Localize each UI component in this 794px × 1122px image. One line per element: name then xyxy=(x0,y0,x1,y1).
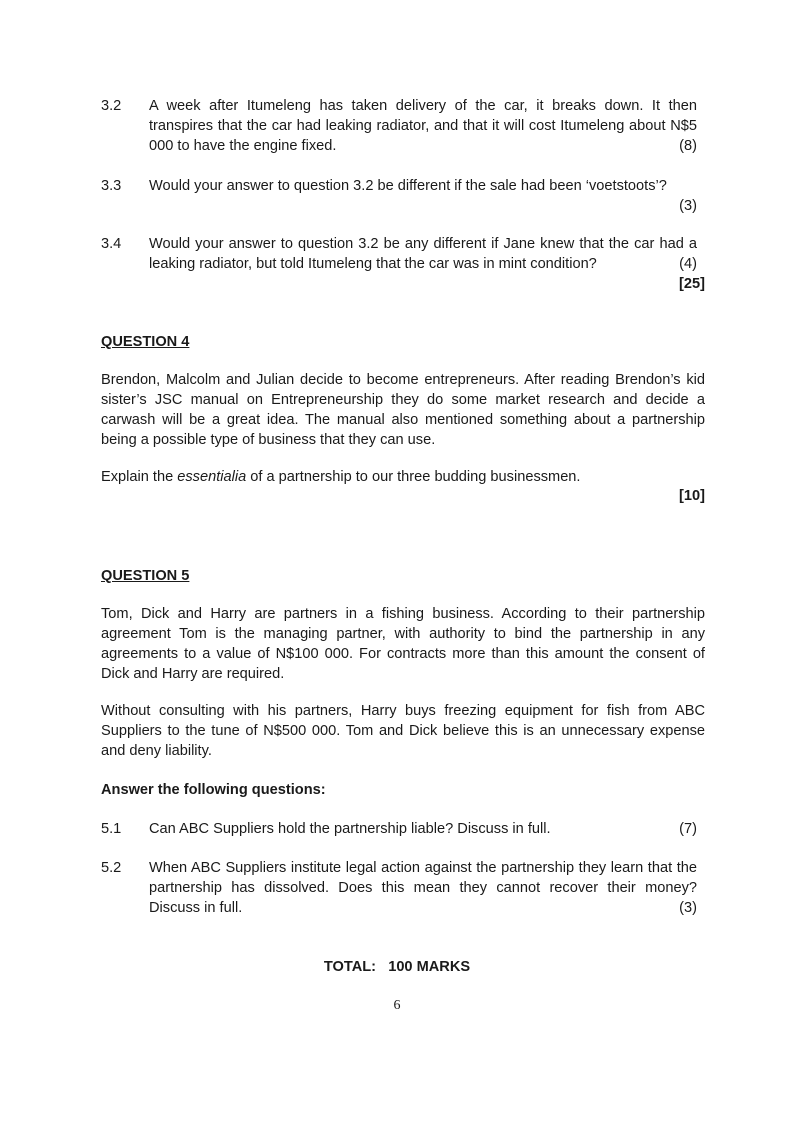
question-3-2 xyxy=(101,96,705,156)
question-number: 5.1 xyxy=(101,821,122,837)
question-body: Would your answer to question 3.2 be any different if Jane knew that the car had a leaking radiator, but told Itumeleng that the car was in mint condition? xyxy=(149,236,697,272)
instruction-text: of a partnership to our three budding businessmen. xyxy=(246,469,581,485)
question-5-heading: QUESTION 5 xyxy=(101,568,190,584)
question-5-2 xyxy=(101,858,705,918)
question-body: Would your answer to question 3.2 be different if the sale had been ‘voetstoots’? xyxy=(149,178,667,194)
question-text xyxy=(149,96,697,156)
question-text xyxy=(149,234,697,274)
question-5-paragraph-1: Tom, Dick and Harry are partners in a fishing business. According to their partnership agreement Tom is the managing partner, with authority to bind the partnership in any agreements to a value of N$100 000. For contracts more than this amount the consent of Dick and Harry are required. xyxy=(101,606,705,682)
question-text xyxy=(149,819,697,839)
question-3-3 xyxy=(101,176,705,216)
question-5-paragraph-2: Without consulting with his partners, Harry buys freezing equipment for fish from ABC Suppliers to the tune of N$500 000. Tom and Dick believe this is an unnecessary expense and deny liability. xyxy=(101,703,705,759)
question-marks: (3) xyxy=(679,198,697,214)
question-4-instruction xyxy=(101,467,705,487)
total-label: TOTAL: xyxy=(323,959,377,975)
question-body: When ABC Suppliers institute legal action against the partnership they learn that the partnership has dissolved. Does this mean they cannot recover their money? Discuss in full. xyxy=(149,860,697,916)
question-5-1 xyxy=(101,819,705,839)
instruction-text: Explain the xyxy=(101,469,178,485)
question-3-4 xyxy=(101,234,705,294)
question-body: Can ABC Suppliers hold the partnership liable? Discuss in full. xyxy=(149,821,551,837)
question-4-heading: QUESTION 4 xyxy=(101,334,190,350)
exam-total xyxy=(0,957,794,977)
question-number: 3.2 xyxy=(101,98,122,114)
question-marks: (8) xyxy=(679,138,697,154)
question-body: A week after Itumeleng has taken delivery of the car, it breaks down. It then transpires that the car had leaking radiator, and that it will cost Itumeleng about N$5 000 to have the engine fixed. xyxy=(149,98,697,154)
question-text xyxy=(149,858,697,918)
question-marks: (4) xyxy=(679,256,697,272)
question-4-total-row xyxy=(101,486,705,506)
page-number: 6 xyxy=(393,998,401,1013)
answer-heading: Answer the following questions: xyxy=(101,782,326,798)
total-value: 100 MARKS xyxy=(388,959,471,975)
question-3-total: [25] xyxy=(679,276,705,292)
question-4-paragraph: Brendon, Malcolm and Julian decide to become entrepreneurs. After reading Brendon’s kid sister’s JSC manual on Entrepreneurship they do some market research and decide a carwash will be a great idea. The manual also mentioned something about a partnership being a possible type of business that they can use. xyxy=(101,372,705,448)
question-marks: (3) xyxy=(679,900,697,916)
question-number: 5.2 xyxy=(101,860,122,876)
question-marks: (7) xyxy=(679,821,697,837)
question-number: 3.3 xyxy=(101,178,122,194)
question-4-total: [10] xyxy=(679,488,705,504)
question-number: 3.4 xyxy=(101,236,122,252)
instruction-emphasis: essentialia xyxy=(177,469,247,485)
